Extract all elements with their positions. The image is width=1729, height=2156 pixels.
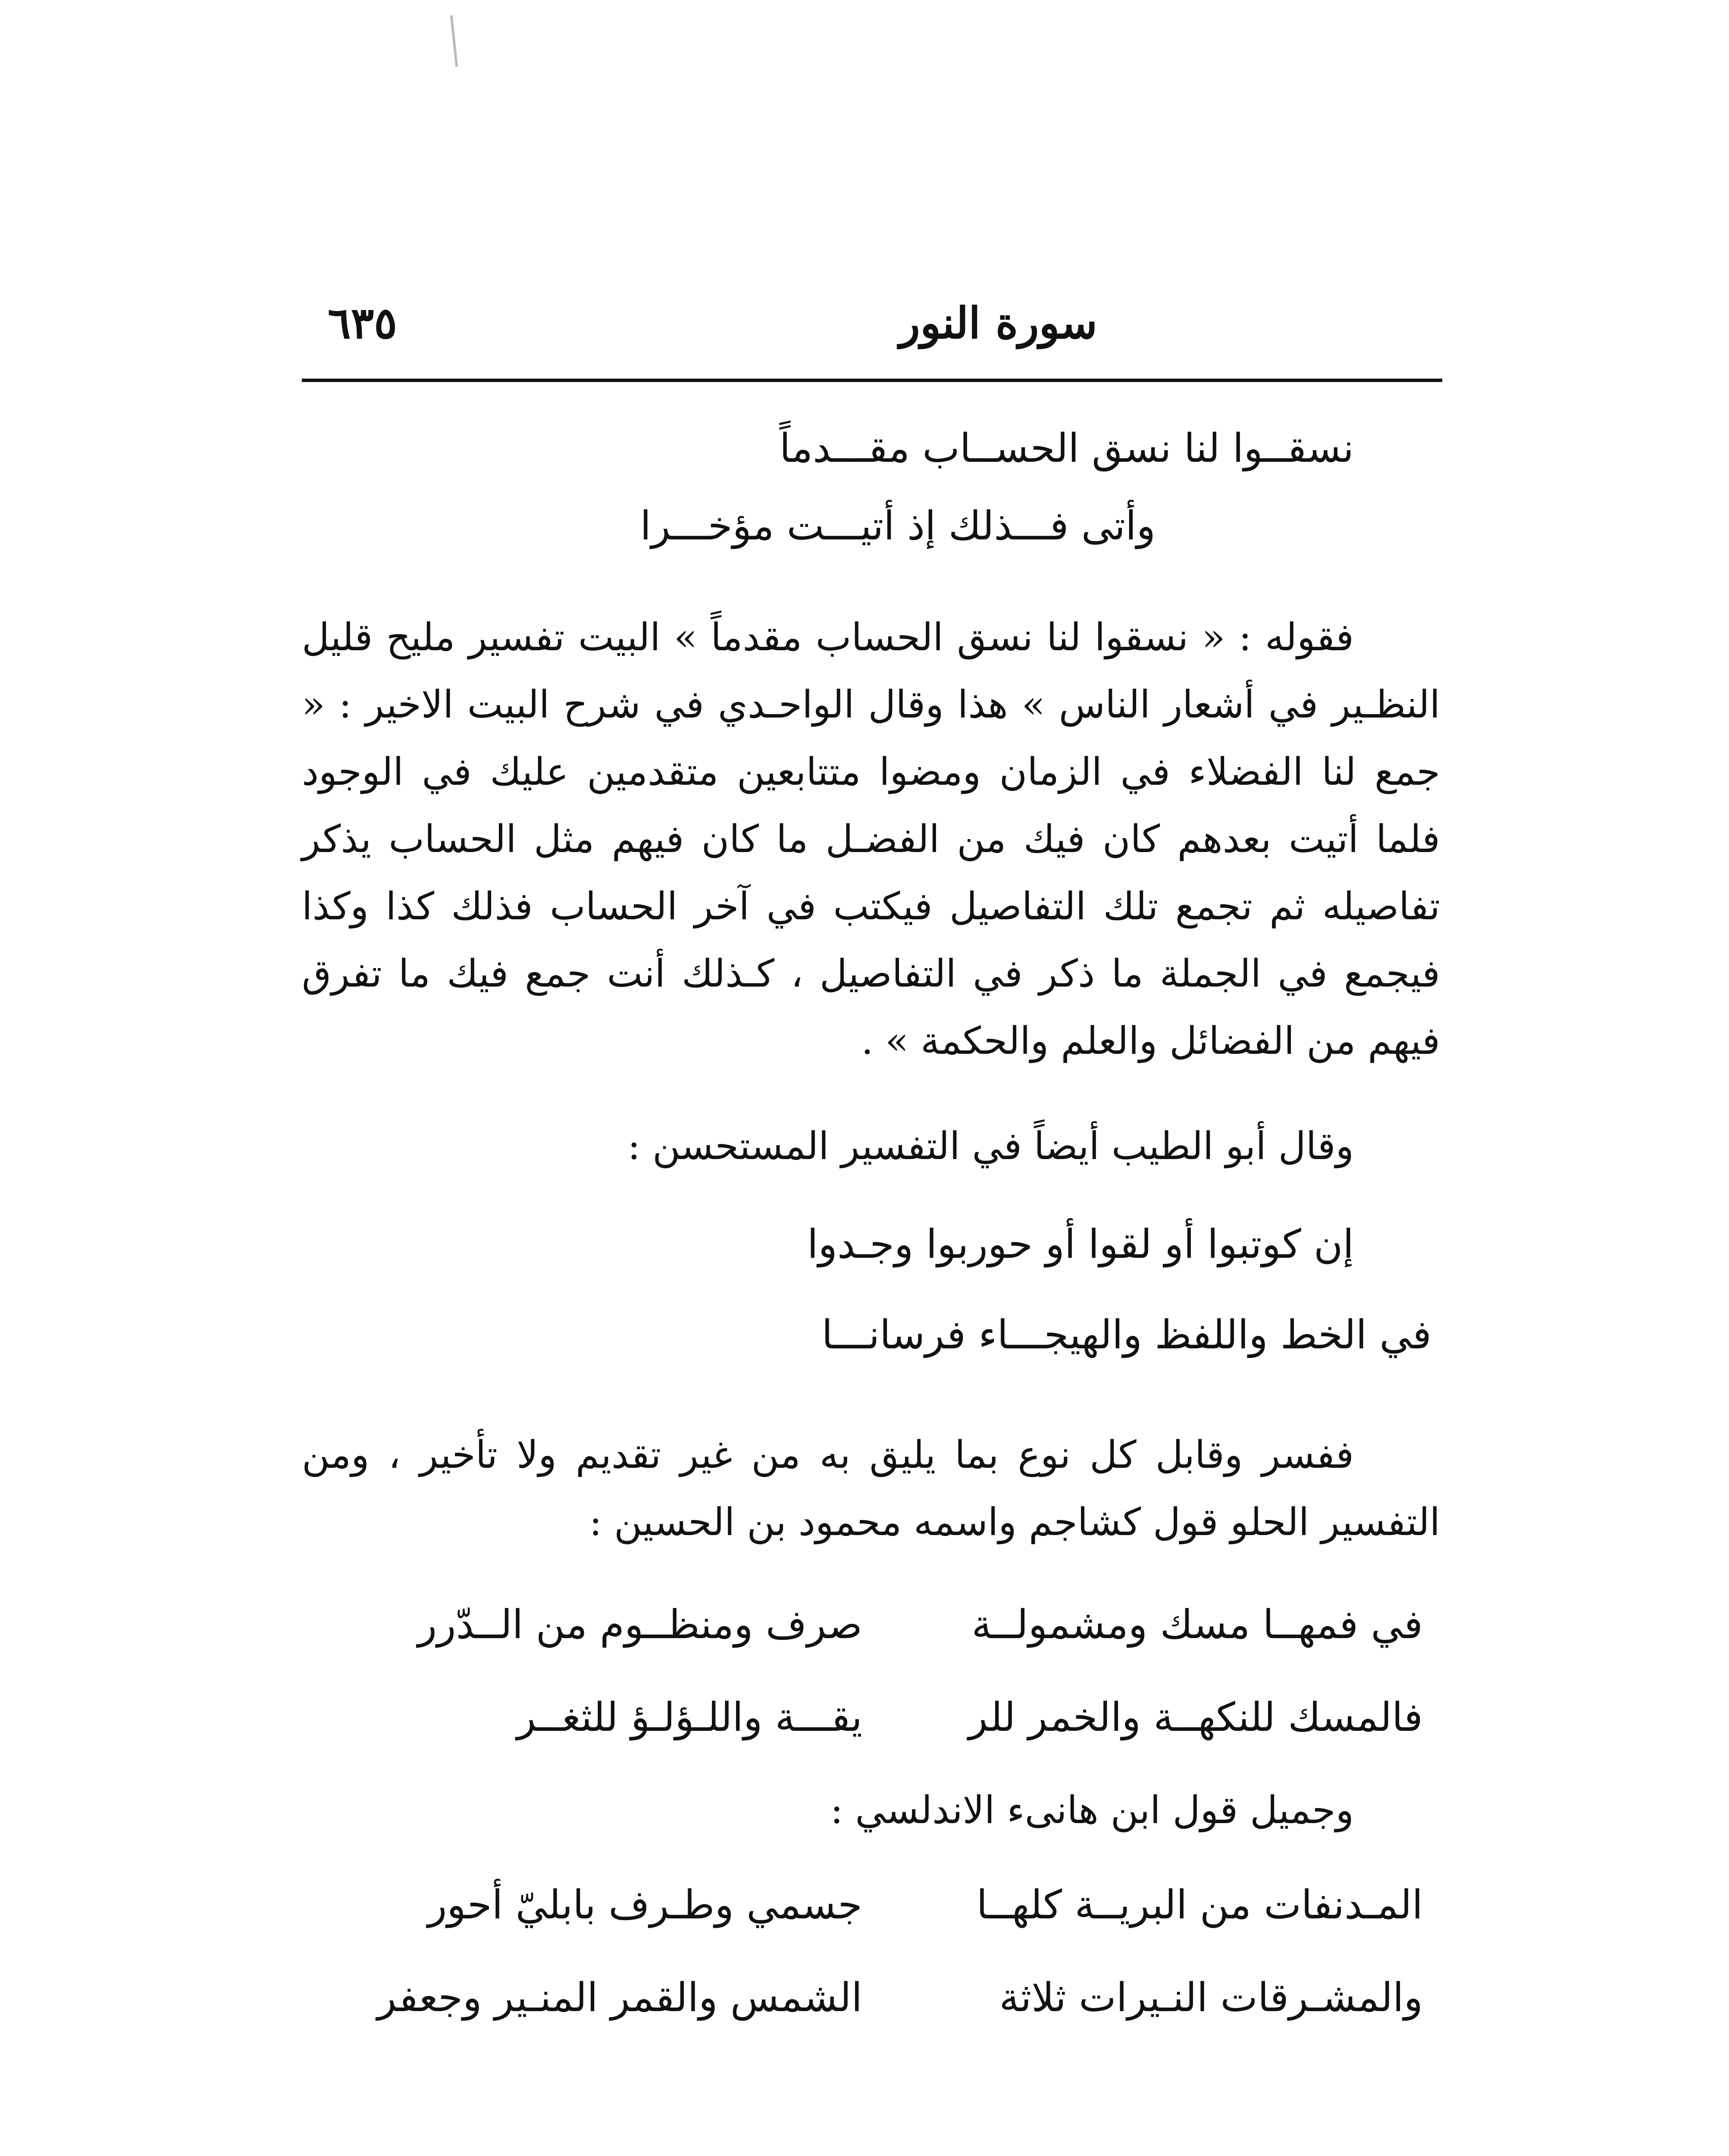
page-number: ٦٣٥	[328, 298, 398, 348]
couplets-ibn-hani	[302, 1879, 1440, 2024]
couplet-row	[302, 1879, 1440, 1931]
verse2-line1: إن كوتبوا أو لقوا أو حوربوا وجـدوا	[807, 1221, 1354, 1267]
verse1-line2: وأتى فـــذلك إذ أتيـــت مؤخـــرا	[640, 503, 1156, 549]
verse1-line1: نسقــوا لنا نسق الحســاب مقـــدماً	[779, 425, 1354, 471]
hemistich-second: صرف ومنظــوم من الــدّرر	[417, 1601, 862, 1648]
couplet-row	[302, 1692, 1440, 1743]
hemistich-second: جسمي وطـرف بابليّ أحور	[427, 1882, 862, 1928]
header-rule	[302, 379, 1442, 382]
hemistich-second: يقـــة واللـؤلـؤ للثغــر	[517, 1694, 862, 1740]
couplet-row	[302, 1599, 1440, 1651]
paragraph2: وقال أبو الطيب أيضاً في التفسير المستحسن :	[627, 1124, 1354, 1168]
page-body	[302, 414, 1440, 2065]
hemistich-first: في فمهــا مسك ومشمولــة	[971, 1601, 1423, 1648]
margin-mark	[450, 15, 458, 67]
paragraph3: ففسر وقابل كل نوع بما يليق به من غير تقديم ولا تأخير ، ومن التفسير الحلو قول كشاجم واسمه محمود بن الحسين :	[302, 1432, 1440, 1544]
paragraph1: فقوله : « نسقوا لنا نسق الحساب مقدماً » البيت تفسير مليح قليل النظـير في أشعار الناس » هذا وقال الواحـدي في شرح البيت الاخير : « جمع لنا الفضلاء في الزمان ومضوا متتابعين متقدمين عليك في الوجود فلما أتيت بعدهم كان فيك من الفضـل ما كان فيهم مثل الحساب يذكر تفاصيله ثم تجمع تلك التفاصيل فيكتب في آخر الحساب فذلك كذا وكذا فيجمع في الجملة ما ذكر في التفاصيل ، كـذلك أنت جمع فيك ما تفرق فيهم من الفضائل والعلم والحكمة » .	[302, 615, 1440, 1063]
hemistich-first: فالمسك للنكهــة والخمر للر	[968, 1694, 1423, 1740]
intro-ibn-hani: وجميل قول ابن هانىء الاندلسي :	[830, 1788, 1354, 1832]
running-header	[302, 298, 1442, 362]
header-title: سورة النور	[899, 298, 1097, 348]
hemistich-second: الشمس والقمر المنـير وجعفر	[377, 1974, 862, 2021]
verse2-line2: في الخط واللفظ والهيجـــاء فرسانـــا	[821, 1312, 1431, 1358]
couplet-row	[302, 1972, 1440, 2024]
couplets-kushajim	[302, 1599, 1440, 1743]
hemistich-first: المـدنفات من البريــة كلهــا	[976, 1882, 1423, 1928]
hemistich-first: والمشـرقات النـيرات ثلاثة	[999, 1974, 1423, 2021]
